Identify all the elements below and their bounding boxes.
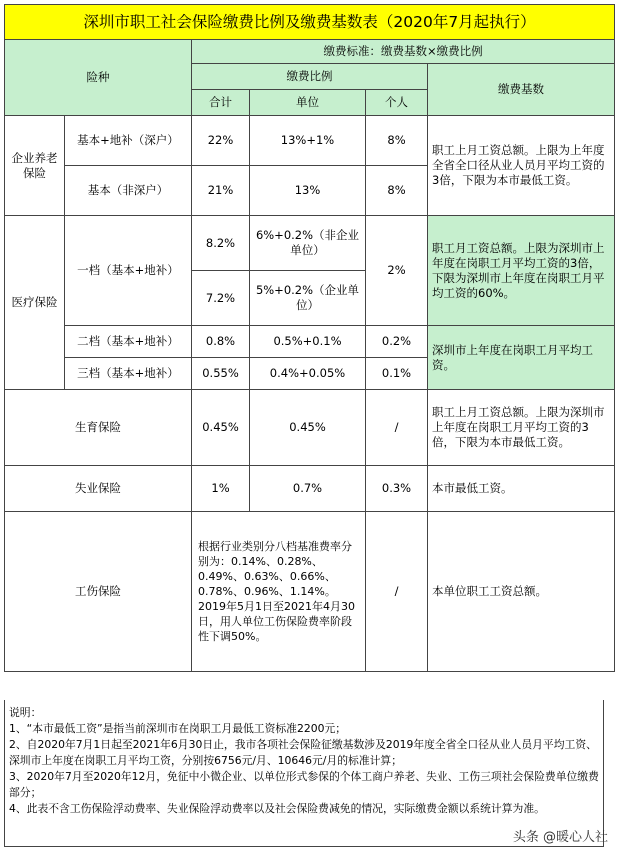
injury-personal: / <box>366 512 428 672</box>
injury-base: 本单位职工工资总额。 <box>428 512 615 672</box>
header-unit: 单位 <box>250 90 366 116</box>
header-insurance: 险种 <box>5 40 192 116</box>
note-item: 4、此表不含工伤保险浮动费率、失业保险浮动费率以及社会保险费减免的情况，实际缴费金额以系统计算为准。 <box>9 802 545 815</box>
unemployment-total: 1% <box>192 466 250 512</box>
unemployment-personal: 0.3% <box>366 466 428 512</box>
medical-tier3-personal: 0.1% <box>366 358 428 390</box>
pension-personal-2: 8% <box>366 166 428 216</box>
watermark: 头条 @暖心人社 <box>512 830 608 845</box>
pension-unit-2: 13% <box>250 166 366 216</box>
header-personal: 个人 <box>366 90 428 116</box>
medical-tier3-sub: 三档（基本+地补） <box>65 358 192 390</box>
medical-tier1-base: 职工月工资总额。上限为深圳市上年度在岗职工月平均工资的3倍，下限为深圳市上年度在岗职工月平均工资的60%。 <box>428 216 615 326</box>
note-item: 3、2020年7月至2020年12月，免征中小微企业、以单位形式参保的个体工商户养老、失业、工伤三项社会保险费单位缴费部分； <box>9 770 599 799</box>
pension-sub-2: 基本（非深户） <box>65 166 192 216</box>
notes-section <box>4 700 604 847</box>
insurance-table <box>4 4 615 672</box>
injury-rate: 根据行业类别分八档基准费率分别为：0.14%、0.28%、0.49%、0.63%、0.66%、0.78%、0.96%、1.14%。2019年5月1日至2021年4月30日，用人单位工伤保险费率阶段性下调50%。 <box>192 512 366 672</box>
maternity-personal: / <box>366 390 428 466</box>
medical-tier23-base: 深圳市上年度在岗职工月平均工资。 <box>428 326 615 390</box>
notes-heading: 说明： <box>9 706 42 719</box>
medical-tier2-personal: 0.2% <box>366 326 428 358</box>
header-total: 合计 <box>192 90 250 116</box>
unemployment-name: 失业保险 <box>5 466 192 512</box>
medical-tier2-unit: 0.5%+0.1% <box>250 326 366 358</box>
medical-tier1-unit-b: 5%+0.2%（企业单位） <box>250 271 366 326</box>
pension-base: 职工上月工资总额。上限为上年度全省全口径从业人员月平均工资的3倍，下限为本市最低工资。 <box>428 116 615 216</box>
table-title: 深圳市职工社会保险缴费比例及缴费基数表（2020年7月起执行） <box>5 5 615 40</box>
maternity-total: 0.45% <box>192 390 250 466</box>
maternity-base: 职工上月工资总额。上限为深圳市上年度在岗职工月平均工资的3倍，下限为本市最低工资。 <box>428 390 615 466</box>
medical-tier3-total: 0.55% <box>192 358 250 390</box>
pension-personal-1: 8% <box>366 116 428 166</box>
note-item: 1、“本市最低工资”是指当前深圳市在岗职工月最低工资标准2200元； <box>9 722 347 735</box>
header-ratio: 缴费比例 <box>192 64 428 90</box>
pension-total-2: 21% <box>192 166 250 216</box>
medical-name: 医疗保险 <box>5 216 65 390</box>
medical-tier1-total-b: 7.2% <box>192 271 250 326</box>
maternity-unit: 0.45% <box>250 390 366 466</box>
pension-unit-1: 13%+1% <box>250 116 366 166</box>
maternity-name: 生育保险 <box>5 390 192 466</box>
medical-tier1-total-a: 8.2% <box>192 216 250 271</box>
unemployment-unit: 0.7% <box>250 466 366 512</box>
medical-tier1-personal: 2% <box>366 216 428 326</box>
pension-total-1: 22% <box>192 116 250 166</box>
medical-tier2-sub: 二档（基本+地补） <box>65 326 192 358</box>
unemployment-base: 本市最低工资。 <box>428 466 615 512</box>
medical-tier1-unit-a: 6%+0.2%（非企业单位） <box>250 216 366 271</box>
note-item: 2、自2020年7月1日起至2021年6月30日止，我市各项社会保险征缴基数涉及2019年度全省全口径从业人员月平均工资、深圳市上年度在岗职工月平均工资，分别按6756元/月、10646元/月的标准计算； <box>9 738 597 767</box>
medical-tier3-unit: 0.4%+0.05% <box>250 358 366 390</box>
pension-name: 企业养老保险 <box>5 116 65 216</box>
header-standard: 缴费标准：缴费基数×缴费比例 <box>192 40 615 64</box>
header-base: 缴费基数 <box>428 64 615 116</box>
medical-tier2-total: 0.8% <box>192 326 250 358</box>
injury-name: 工伤保险 <box>5 512 192 672</box>
pension-sub-1: 基本+地补（深户） <box>65 116 192 166</box>
medical-tier1-sub: 一档（基本+地补） <box>65 216 192 326</box>
